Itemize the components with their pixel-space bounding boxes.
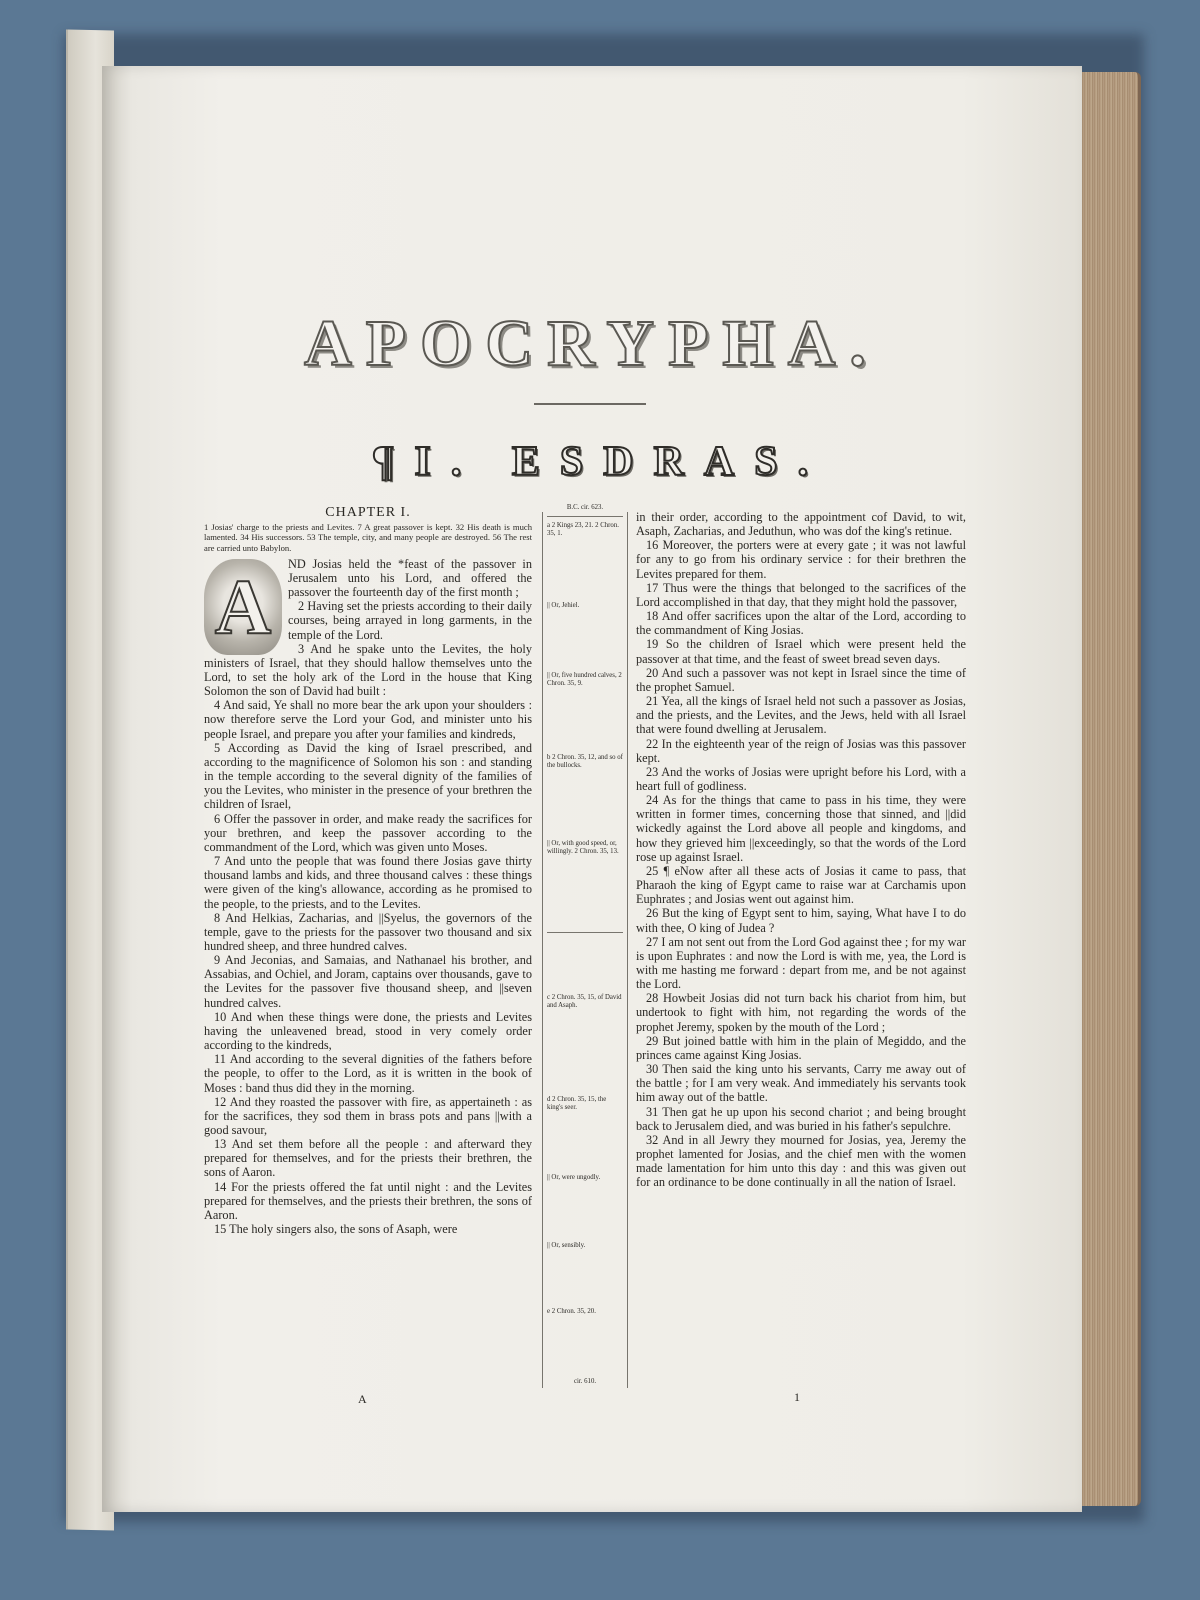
verse: 22 In the eighteenth year of the reign of Josias was this passover kept. (636, 736, 966, 765)
margin-note: || Or, sensibly. (547, 1242, 586, 1249)
verse: 19 So the children of Israel which were present held the passover at that time, and the feast of sweet bread seven days. (636, 637, 966, 666)
verse: 13 And set them before all the people : and afterward they prepared for themselves, and for the priests their brethren, the sons of Aaron. (204, 1137, 532, 1180)
verse: 24 As for the things that came to pass in his time, they were written in former times, concerning those that sinned, and ||did wickedly against the Lord above all people and kingdoms, and how they grieved him ||exceedingly, so that the words of the Lord rose up against Israel. (636, 793, 966, 864)
marginal-references (542, 504, 628, 1388)
verse: 15 The holy singers also, the sons of Asaph, were (214, 1222, 458, 1237)
verse: 6 Offer the passover in order, and make ready the sacrifices for your brethren, and keep the passover according to the commandment of the Lord, which was given unto Moses. (204, 811, 532, 854)
margin-note: c 2 Chron. 35, 15, of David and Asaph. (547, 994, 622, 1010)
verse: 28 Howbeit Josias did not turn back his chariot from him, but undertook to fight with him, not regarding the words of the prophet Jeremy, spoken by the mouth of the Lord ; (636, 991, 966, 1034)
title-divider (534, 403, 646, 405)
verse: 5 According as David the king of Israel prescribed, and according to the magnificence of Solomon his son : and standing in the temple according to the several dignity of the families of you the Levites, who minister in the presence of your brethren the children of Israel, (204, 740, 532, 812)
verse: 12 And they roasted the passover with fire, as appertaineth : as for the sacrifices, they sod them in brass pots and pans ||with a good savour, (204, 1094, 532, 1138)
margin-note: d 2 Chron. 35, 15, the king's seer. (547, 1096, 607, 1112)
verse: 8 And Helkias, Zacharias, and ||Syelus, the governors of the temple, gave to the priests for the passover two thousand and six hundred sheep, and three hundred calves. (204, 910, 532, 953)
margin-note: || Or, Jehiel. (547, 602, 580, 609)
verse: 16 Moreover, the porters were at every gate ; it was not lawful for any to go from his ordinary service : for their brethren the Levites prepared for them. (636, 538, 966, 581)
margin-divider (547, 932, 623, 933)
verse: 9 And Jeconias, and Samaias, and Nathanael his brother, and Assabias, and Ochiel, and Joram, captains over thousands, gave to the Levites for the passover five thousand sheep, and ||seven hundred calves. (204, 953, 532, 1010)
verse: 7 And unto the people that was found there Josias gave thirty thousand lambs and kids, and three thousand calves : these things were given of the king's allowance, according as he promised to the people, to the priests, and to the Levites. (204, 854, 532, 911)
verse: 18 And offer sacrifices upon the altar of the Lord, according to the commandment of King Josias. (636, 609, 966, 638)
margin-divider (547, 516, 623, 517)
margin-note: b 2 Chron. 35, 12, and so of the bullocks. (547, 754, 623, 770)
margin-note: e 2 Chron. 35, 20. (547, 1308, 596, 1315)
book-title: ¶I. ESDRAS. (371, 439, 829, 485)
initial-letter: A (214, 562, 272, 650)
verse: 21 Yea, all the kings of Israel held not such a passover as Josias, and the priests, and the Levites, and the Jews, held with all Israel that were found dwelling at Jerusalem. (636, 694, 966, 737)
verse: 4 And said, Ye shall no more bear the ark upon your shoulders : now therefore serve the Lord your God, and minister unto his people Israel, and prepare you after your families and kindreds, (204, 698, 532, 741)
margin-note: a 2 Kings 23, 21. 2 Chron. 35, 1. (547, 522, 619, 538)
verse: 11 And according to the several dignities of the fathers before the people, to offer to the Lord, as it is written in the book of Moses : band thus did they in the morning. (204, 1052, 532, 1095)
verse: 31 Then gat he up upon his second chariot ; and being brought back to Jerusalem died, and was buried in his father's sepulchre. (636, 1104, 966, 1133)
verse: 29 But joined battle with him in the plain of Megiddo, and the princes came against King Josias. (636, 1033, 966, 1062)
verse: 25 ¶ eNow after all these acts of Josias it came to pass, that Pharaoh the king of Egypt came to raise war at Carchamis upon Euphrates ; and Josias went out against him. (636, 863, 966, 907)
margin-note: || Or, five hundred calves, 2 Chron. 35, 9. (547, 672, 622, 688)
page-number: 1 (794, 1390, 800, 1404)
verse: ND Josias held the *feast of the passover in Jerusalem unto his Lord, and offered the passover the fourteenth day of the first month ; (288, 556, 532, 600)
verse: 2 Having set the priests according to their daily courses, being arrayed in long garments, in the temple of the Lord. (288, 599, 532, 642)
verse: 26 But the king of Egypt sent to him, saying, What have I to do with thee, O king of Judea ? (636, 906, 966, 935)
verse: 27 I am not sent out from the Lord God against thee ; for my war is upon Euphrates : and now the Lord is with me, yea, the Lord is with me hasting me forward : depart from me, and be not against the Lord. (636, 934, 966, 992)
margin-note: || Or, were ungodly. (547, 1174, 601, 1181)
verse: 32 And in all Jewry they mourned for Josias, yea, Jeremy the prophet lamented for Josias, and the chief men with the women made lamentation for him unto this day : and this was given out for an ordinance to be done continually in all the nation of Israel. (636, 1132, 966, 1190)
margin-note: || Or, with good speed, or, willingly. 2 Chron. 35, 13. (547, 840, 619, 856)
chapter-heading: CHAPTER I. (325, 505, 411, 520)
right-text-column (636, 510, 966, 1190)
verse: 23 And the works of Josias were upright before his Lord, with a heart full of godliness. (636, 764, 966, 793)
verse: 17 Thus were the things that belonged to the sacrifices of the Lord accomplished in that day, that they might hold the passover, (636, 580, 966, 609)
verse: 14 For the priests offered the fat until night : and the Levites prepared for themselves, and the priests their brethren, the sons of Aaron. (204, 1179, 532, 1222)
margin-date: B.C. cir. 623. (566, 504, 604, 511)
verse: 20 And such a passover was not kept in Israel since the time of the prophet Samuel. (636, 665, 966, 694)
chapter-summary: 1 Josias' charge to the priests and Levites. 7 A great passover is kept. 32 His death is much lamented. 34 His successors. 53 The temple, city, and many people are destroyed. 56 The rest are carried unto Babylon. (204, 522, 532, 553)
margin-date: cir. 610. (573, 1378, 597, 1385)
verse: 10 And when these things were done, the priests and Levites having the unleavened bread, stood in very comely order according to the kindreds, (204, 1009, 532, 1053)
verse: 30 Then said the king unto his servants, Carry me away out of the battle ; for I am very weak. And immediately his servants took him away out of the battle. (636, 1062, 966, 1105)
section-title: APOCRYPHA. (304, 307, 880, 380)
ornamental-initial (204, 559, 282, 655)
verse: 3 And he spake unto the Levites, the holy ministers of Israel, that they should hallow themselves unto the Lord, to set the holy ark of the Lord in the house that King Solomon the son of David had built : (204, 641, 532, 699)
signature-mark: A (358, 1392, 367, 1406)
left-text-column (204, 506, 532, 1236)
verse: in their order, according to the appointment cof David, to wit, Asaph, Zacharias, and Jeduthun, who was dof the king's retinue. (636, 510, 966, 539)
